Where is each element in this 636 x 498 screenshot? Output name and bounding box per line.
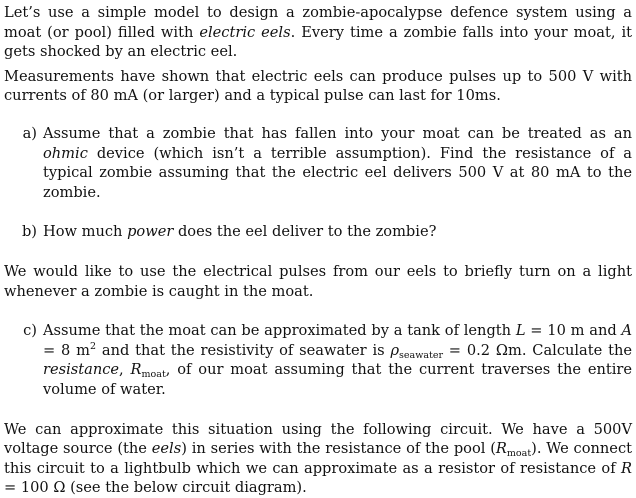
circuit-moat-resistance-symbol: R [495, 440, 507, 458]
circuit-paragraph: We can approximate this situation using the following circuit. We have a 500V voltage source (the eels) in series with the resistance of the pool $(R_{moat})$. We connect this circuit to a lightbulb which we can approximate as a resistor of resistance of R = 100 Ω (see the below circuit diagram). [4, 420, 632, 497]
question-c [4, 321, 632, 399]
resistivity-symbol: ρ [390, 341, 400, 359]
intro-text-end: . Every time a zombie falls into your moat, it gets shocked by an electric eel. [4, 23, 632, 61]
intro-emphasis: electric eels [199, 23, 291, 41]
question-b [4, 222, 632, 242]
intro-text: Let’s use a simple model to design a zombie-apocalypse defence system using a moat (or pool) filled with [4, 4, 632, 41]
question-c-emphasis: resistance [43, 361, 120, 379]
question-b-label: b) [21, 223, 37, 241]
question-a-text: Assume that a zombie that has fallen into your moat can be treated as an ohmic device (which isn’t a terrible assumption). Find the resistance of a typical zombie assuming that the electric eel delivers 500 V at 80 mA to the zombie. [43, 124, 632, 201]
question-b-text: How much power does the eel deliver to the zombie? [43, 223, 437, 241]
bulb-resistance-symbol: R [621, 459, 632, 477]
light-intro-paragraph: We would like to use the electrical pulses from our eels to briefly turn on a light whenever a zombie is caught in the moat. [4, 262, 632, 300]
circuit-emphasis: eels [151, 440, 182, 458]
area-symbol: A [621, 322, 633, 340]
question-c-text: Assume that the moat can be approximated by a tank of length L = 10 m and A = 8 $m^2$ and that the resistivity of seawater is $\rho_{seawater} = 0.2$ Ωm. Calculate the resistance, $R_{moat}$, of our moat assuming that the current traverses the entire volume of water. [43, 322, 633, 398]
question-a-label: a) [22, 124, 37, 142]
problem-document [4, 3, 632, 498]
question-b-emphasis: power [127, 223, 174, 241]
intro-paragraph [4, 3, 632, 62]
question-a [4, 124, 632, 202]
question-a-emphasis: ohmic [43, 144, 88, 162]
question-c-label: c) [23, 322, 37, 340]
length-symbol: L [515, 322, 526, 340]
measurements-paragraph: Measurements have shown that electric eels can produce pulses up to 500 V with currents of 80 mA (or larger) and a typical pulse can last for 10ms. [4, 67, 632, 105]
moat-resistance-symbol: R [130, 361, 142, 379]
